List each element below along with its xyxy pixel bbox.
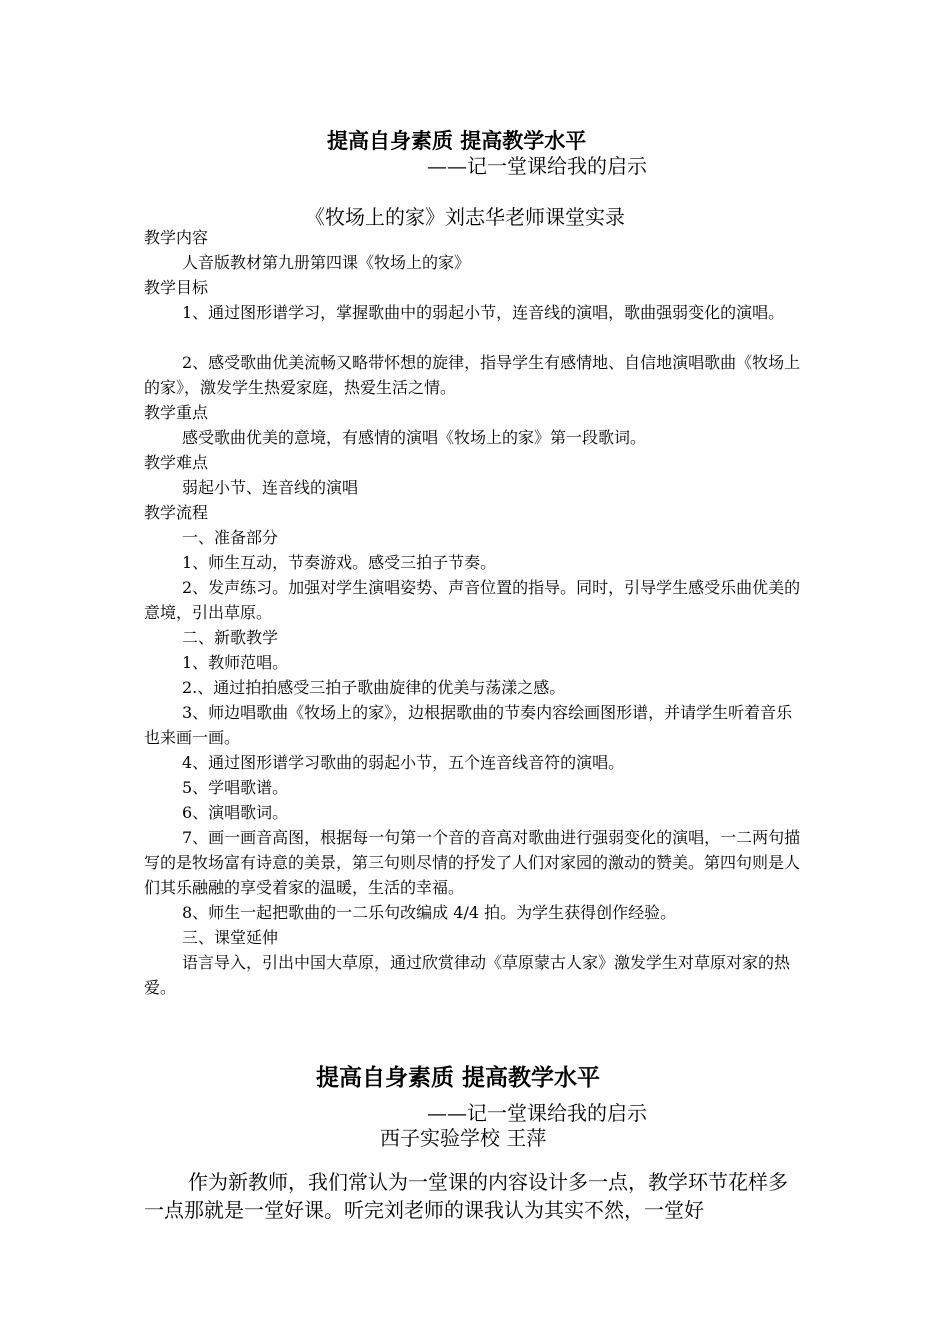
essay-subtitle: ——记一堂课给我的启示 bbox=[427, 1101, 647, 1125]
process-step: 4、通过图形谱学习歌曲的弱起小节，五个连音线音符的演唱。 bbox=[182, 753, 625, 772]
process-step: 2.、通过拍拍感受三拍子歌曲旋律的优美与荡漾之感。 bbox=[182, 678, 566, 697]
process-step: 2、发声练习。加强对学生演唱姿势、声音位置的指导。同时，引导学生感受乐曲优美的意境，引出草原。 bbox=[144, 578, 801, 622]
section-heading-content: 教学内容 bbox=[144, 228, 209, 247]
process-step: 语言导入，引出中国大草原，通过欣赏律动《草原蒙古人家》激发学生对草原对家的热爱。 bbox=[144, 953, 791, 997]
key-text: 感受歌曲优美的意境，有感情的演唱《牧场上的家》第一段歌词。 bbox=[182, 428, 647, 447]
process-part-3: 三、课堂延伸 bbox=[182, 928, 279, 947]
record-title: 《牧场上的家》刘志华老师课堂实录 bbox=[305, 205, 625, 229]
essay-paragraph: 作为新教师，我们常认为一堂课的内容设计多一点，教学环节花样多一点那就是一堂好课。听完刘老师的课我认为其实不然，一堂好 bbox=[144, 1170, 788, 1222]
process-step: 6、演唱歌词。 bbox=[182, 803, 289, 822]
process-step: 7、画一画音高图，根据每一句第一个音的音高对歌曲进行强弱变化的演唱，一二两句描写的是牧场富有诗意的美景，第三句则尽情的抒发了人们对家园的激动的赞美。第四句则是人们其乐融融的享受着家的温暖，生活的幸福。 bbox=[144, 828, 801, 897]
difficulty-text: 弱起小节、连音线的演唱 bbox=[182, 478, 359, 497]
process-part-2: 二、新歌教学 bbox=[182, 628, 279, 647]
process-step: 1、师生互动，节奏游戏。感受三拍子节奏。 bbox=[182, 553, 497, 572]
section-heading-key: 教学重点 bbox=[144, 403, 209, 422]
essay-title: 提高自身素质 提高教学水平 bbox=[316, 1064, 601, 1091]
section-heading-process: 教学流程 bbox=[144, 503, 209, 522]
page-subtitle: ——记一堂课给我的启示 bbox=[427, 154, 647, 178]
process-step: 1、教师范唱。 bbox=[182, 653, 289, 672]
section-heading-goals: 教学目标 bbox=[144, 278, 209, 297]
goal-1: 1、通过图形谱学习，掌握歌曲中的弱起小节，连音线的演唱，歌曲强弱变化的演唱。 bbox=[182, 303, 785, 322]
process-step: 8、师生一起把歌曲的一二乐句改编成 4/4 拍。为学生获得创作经验。 bbox=[182, 903, 677, 922]
page-title: 提高自身素质 提高教学水平 bbox=[327, 128, 587, 153]
content-text: 人音版教材第九册第四课《牧场上的家》 bbox=[182, 253, 471, 272]
essay-author: 西子实验学校 王萍 bbox=[380, 1126, 547, 1150]
process-step: 5、学唱歌谱。 bbox=[182, 778, 289, 797]
goal-2: 2、感受歌曲优美流畅又略带怀想的旋律，指导学生有感情地、自信地演唱歌曲《牧场上的家》，激发学生热爱家庭，热爱生活之情。 bbox=[144, 353, 801, 397]
process-step: 3、师边唱歌曲《牧场上的家》，边根据歌曲的节奏内容绘画图形谱，并请学生听着音乐也来画一画。 bbox=[144, 703, 793, 747]
section-heading-difficulty: 教学难点 bbox=[144, 453, 209, 472]
process-part-1: 一、准备部分 bbox=[182, 528, 279, 547]
